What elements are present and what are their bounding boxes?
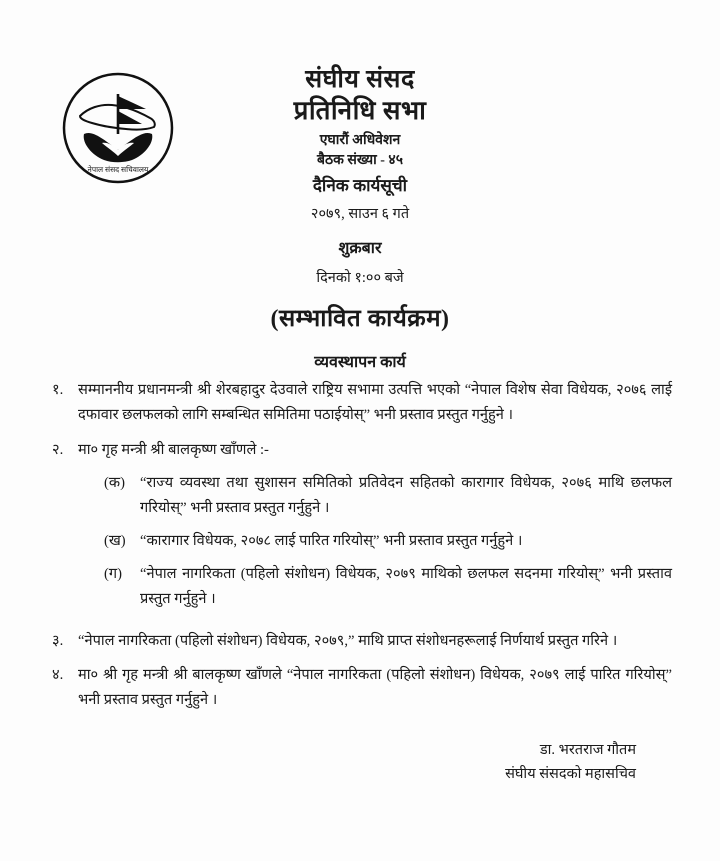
sub-list-item xyxy=(104,529,672,554)
list-item-number: ४. xyxy=(52,667,64,684)
list-item-text: “नेपाल नागरिकता (पहिलो संशोधन) विधेयक, २०७९,” माथि प्राप्त संशोधनहरूलाई निर्णयार्थ प्रस्तुत गरिने । xyxy=(78,633,618,650)
sub-list-item-number: (क) xyxy=(104,474,125,491)
list-item xyxy=(48,629,672,654)
section-heading: व्यवस्थापन कार्य xyxy=(314,354,406,372)
signatory-role: संघीय संसदको महासचिव xyxy=(505,766,636,783)
sub-list-item xyxy=(104,562,672,612)
signatory-name: डा. भरतराज गौतम xyxy=(539,742,636,759)
list-item xyxy=(48,438,672,621)
sub-list-item-text: “नेपाल नागरिकता (पहिलो संशोधन) विधेयक, २०७९ माथिको छलफल सदनमा गरियोस्” भनी प्रस्ताव प्रस्तुत गर्नुहुने । xyxy=(140,565,672,607)
sub-list-item-text: “कारागार विधेयक, २०७८ लाई पारित गरियोस्” भनी प्रस्ताव प्रस्तुत गर्नुहुने । xyxy=(140,532,523,549)
sub-list-item xyxy=(104,471,672,521)
list-item-number: २. xyxy=(52,441,64,458)
document-weekday: शुक्रबार xyxy=(338,240,382,258)
sub-list-item-number: (ग) xyxy=(104,565,122,582)
org-title-line2: प्रतिनिधि सभा xyxy=(293,96,427,126)
signature-block xyxy=(48,739,672,787)
sub-list-item-text: “राज्य व्यवस्था तथा सुशासन समितिको प्रतिवेदन सहितको कारागार विधेयक, २०७६ माथि छलफल गरियोस्” भनी प्रस्ताव प्रस्तुत गर्नुहुने । xyxy=(140,474,672,516)
list-item-number: ३. xyxy=(52,633,64,650)
svg-text:नेपाल संसद सचिवालय: नेपाल संसद सचिवालय xyxy=(87,165,149,174)
document-date: २०७९, साउन ६ गते xyxy=(310,206,410,223)
list-item xyxy=(48,378,672,428)
list-item-text: मा० श्री गृह मन्त्री श्री बालकृष्ण खाँणले “नेपाल नागरिकता (पहिलो संशोधन) विधेयक, २०७९ लाई पारित गरियोस्” भनी प्रस्ताव प्रस्तुत गर्नुहुने । xyxy=(78,667,672,709)
sub-agenda-list xyxy=(104,471,672,612)
list-item-number: १. xyxy=(52,382,64,399)
document-header xyxy=(48,40,672,372)
org-title-line1: संघीय संसद xyxy=(305,66,415,93)
program-heading: (सम्भावित कार्यक्रम) xyxy=(270,306,450,333)
list-item-text: सम्माननीय प्रधानमन्त्री श्री शेरबहादुर देउवाले राष्ट्रिय सभामा उत्पत्ति भएको “नेपाल विशेष सेवा विधेयक, २०७६ लाई दफावार छलफलको लागि सम्बन्धित समितिमा पठाईयोस्” भनी प्रस्ताव प्रस्तुत गर्नुहुने । xyxy=(78,382,672,424)
list-item-text: मा० गृह मन्त्री श्री बालकृष्ण खाँणले :- xyxy=(78,441,269,458)
document-kind: दैनिक कार्यसूची xyxy=(312,176,408,196)
sub-list-item-number: (ख) xyxy=(104,532,126,549)
nepal-parliament-emblem-icon xyxy=(62,72,174,184)
meeting-number: बैठक संख्या - ४५ xyxy=(316,153,403,169)
agenda-list xyxy=(48,378,672,713)
session-name: एघारौं अधिवेशन xyxy=(319,132,401,148)
document-time: दिनको १:०० बजे xyxy=(316,270,404,287)
list-item xyxy=(48,663,672,713)
